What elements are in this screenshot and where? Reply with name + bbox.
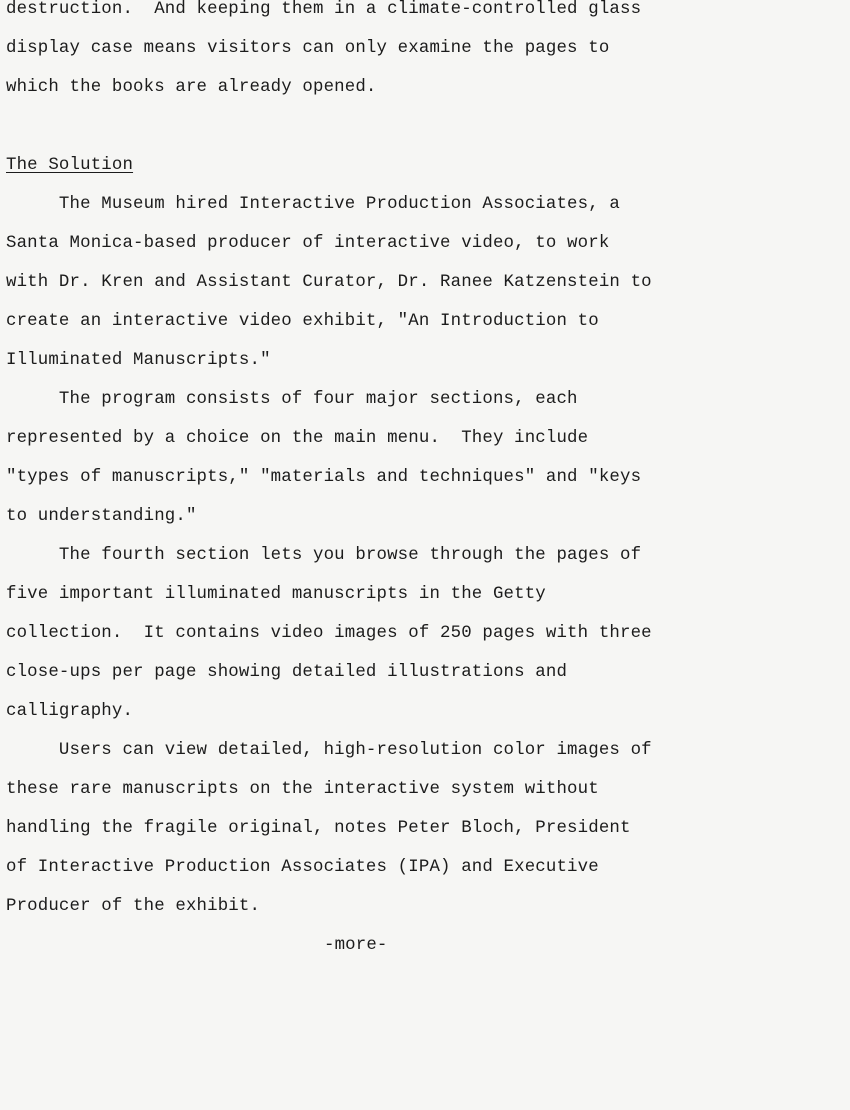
- body-line: display case means visitors can only examine the pages to: [6, 39, 610, 58]
- more-marker: -more-: [324, 936, 388, 955]
- body-line: which the books are already opened.: [6, 78, 377, 97]
- body-line: to understanding.": [6, 507, 197, 526]
- body-line: five important illuminated manuscripts in the Getty: [6, 585, 546, 604]
- body-line: of Interactive Production Associates (IPA) and Executive: [6, 858, 599, 877]
- section-heading-the-solution: The Solution: [6, 156, 134, 175]
- body-line: close-ups per page showing detailed illustrations and: [6, 663, 568, 682]
- body-line: calligraphy.: [6, 702, 134, 721]
- body-line: Users can view detailed, high-resolution color images of: [6, 741, 652, 760]
- body-line: Producer of the exhibit.: [6, 897, 261, 916]
- body-line: The program consists of four major sections, each: [6, 390, 578, 409]
- body-line: collection. It contains video images of 250 pages with three: [6, 624, 652, 643]
- body-line: The fourth section lets you browse through the pages of: [6, 546, 642, 565]
- body-line: create an interactive video exhibit, "An Introduction to: [6, 312, 599, 331]
- body-line: these rare manuscripts on the interactive system without: [6, 780, 599, 799]
- body-line: destruction. And keeping them in a climate-controlled glass: [6, 0, 642, 19]
- body-line: Illuminated Manuscripts.": [6, 351, 271, 370]
- body-line: with Dr. Kren and Assistant Curator, Dr. Ranee Katzenstein to: [6, 273, 652, 292]
- body-line: handling the fragile original, notes Peter Bloch, President: [6, 819, 631, 838]
- body-line: "types of manuscripts," "materials and techniques" and "keys: [6, 468, 642, 487]
- body-line: Santa Monica-based producer of interactive video, to work: [6, 234, 610, 253]
- body-line: The Museum hired Interactive Production Associates, a: [6, 195, 620, 214]
- body-line: represented by a choice on the main menu. They include: [6, 429, 589, 448]
